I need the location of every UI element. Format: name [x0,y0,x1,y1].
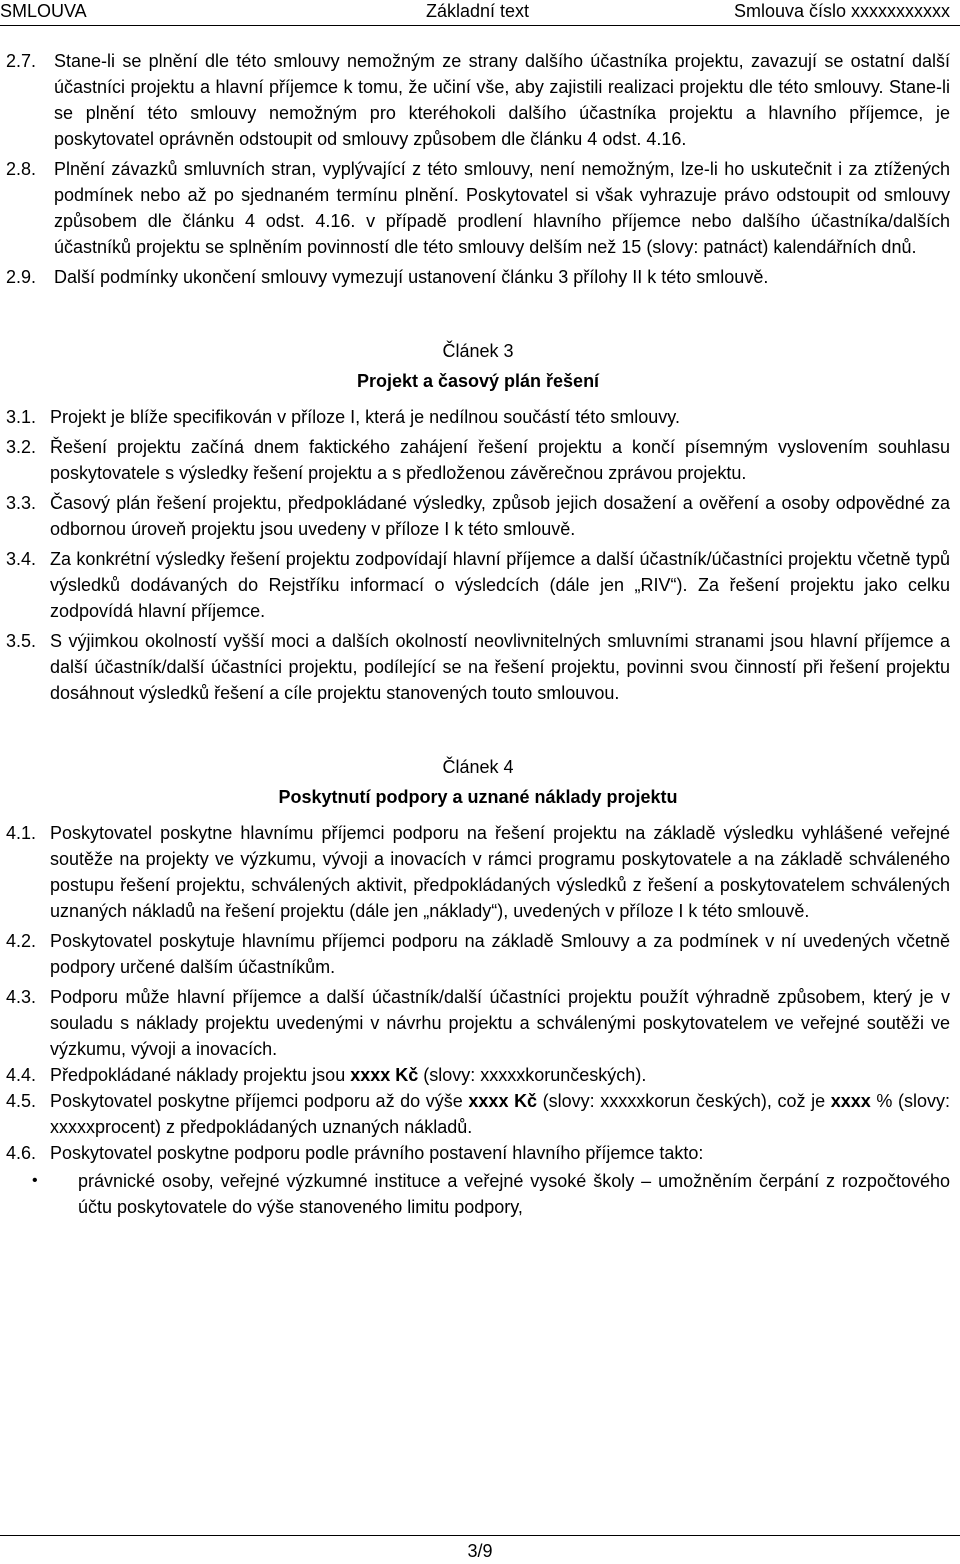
clause-text: Projekt je blíže specifikován v příloze I, která je nedílnou součástí této smlouvy. [50,407,680,427]
clause-3-4 [6,546,950,624]
clause-4-1 [6,820,950,924]
clause-text: Poskytovatel poskytne hlavnímu příjemci podporu na řešení projektu na základě výsledku vyhlášené veřejné soutěže na projekty ve výzkumu, vývoji a inovacích v rámci programu poskytovatele a na základě schváleného postupu řešení projektu, schválených aktivit, předpokládaných výsledků z řešení a poskytovatelem schválených uznaných nákladů na řešení projektu (dále jen „náklady“), uvedených v příloze I k této smlouvě. [50,823,950,921]
clause-text: Stane-li se plnění dle této smlouvy nemožným ze strany dalšího účastníka projektu, zavazují se ostatní další účastníci projektu a hlavní příjemce k tomu, že učiní vše, aby zajistili realizaci projektu dle této smlouvy. Stane-li se plnění této smlouvy nemožným pro kteréhokoli dalšího účastníka projektu a hlavního příjemce, je poskytovatel oprávněn odstoupit od smlouvy způsobem dle článku 4 odst. 4.16. [54,51,950,149]
header-document-type: SMLOUVA [0,1,87,21]
header-section: Základní text [426,1,530,21]
clause-text: Poskytovatel poskytuje hlavnímu příjemci podporu na základě Smlouvy a za podmínek v ní uvedených včetně podpory určené dalším účastníkům. [50,931,950,977]
clause-4-6 [6,1140,950,1166]
clause-3-3 [6,490,950,542]
currency-label: Kč [514,1091,538,1111]
clause-number: 4.3. [6,987,37,1007]
article-title: Projekt a časový plán řešení [356,371,600,391]
clause-number: 4.6. [6,1143,37,1163]
clause-2-8 [6,156,950,260]
clause-number: 3.1. [6,407,37,427]
clause-3-1 [6,404,950,430]
clause-text: Plnění závazků smluvních stran, vyplývající z této smlouvy, není nemožným, lze-li ho uskutečnit i za ztížených podmínek nebo až po sjednaném termínu plnění. Poskytovatel si však vyhrazuje právo odstoupit od smlouvy způsobem dle článku 4 odst. 4.16. v případě prodlení hlavního příjemce nebo dalšího účastníka/dalších účastníků projektu se splněním povinností dle této smlouvy delším než 15 (slovy: patnáct) kalendářních dnů. [54,159,950,257]
clause-number: 2.7. [6,51,37,71]
clause-number: 4.4. [6,1065,37,1085]
clause-text-part: (slovy: xxxxxkorun českých), což je [537,1091,831,1111]
header-contract-number: Smlouva číslo xxxxxxxxxxx [733,1,950,21]
clause-text [50,1062,950,1088]
clause-text-part: % (slovy: xxxxxprocent) z předpokládaných uznaných nákladů. [50,1091,951,1137]
clause-number: 4.2. [6,931,37,951]
document-body [6,48,950,1220]
clause-2-7 [6,48,950,152]
clause-number: 2.9. [6,267,37,287]
clause-number: 4.1. [6,823,37,843]
clause-text: Řešení projektu začíná dnem faktického zahájení řešení projektu a končí písemným vyslovením souhlasu poskytovatele s výsledky řešení projektu a s předloženou závěrečnou zprávou projektu. [50,437,950,483]
clause-4-5 [6,1088,950,1140]
page-header [0,0,960,24]
article-title: Poskytnutí podpory a uznané náklady projektu [278,787,678,807]
clause-text-part: Předpokládané náklady projektu jsou [50,1065,351,1085]
article-number: Článek 4 [442,757,514,777]
clause-text: S výjimkou okolností vyšší moci a dalších okolností neovlivnitelných smluvními stranami jsou hlavní příjemce a další účastník/další účastníci projektu, podílející se na řešení projektu, povinni svou činností při řešení projektu dosáhnout výsledků řešení a cíle projektu stanovených touto smlouvou. [50,631,950,703]
clause-number: 3.4. [6,549,37,569]
clause-text-part: Poskytovatel poskytne příjemci podporu až do výše [50,1091,469,1111]
article-3-heading [6,336,950,396]
support-amount: xxxx [468,1091,509,1111]
article-4-heading [6,752,950,812]
clause-text: Podporu může hlavní příjemce a další účastník/další účastníci projektu použít výhradně způsobem, který je v souladu s náklady projektu uvedenými v návrhu projektu a schválenými poskytovatelem ve veřejné soutěži ve výzkumu, vývoji a inovacích. [50,987,950,1059]
clause-text: Za konkrétní výsledky řešení projektu zodpovídají hlavní příjemce a další účastník/účastníci projektu včetně typů výsledků dodávaných do Rejstříku informací o výsledcích (dále jen „RIV“). Za řešení projektu jako celku zodpovídá hlavní příjemce. [50,549,950,621]
clause-text: Časový plán řešení projektu, předpokládané výsledky, způsob jejich dosažení a ověření a osoby odpovědné za odbornou úroveň projektu jsou uvedeny v příloze I k této smlouvě. [50,493,950,539]
clause-text-part: (slovy: xxxxxkorunčeských). [418,1065,647,1085]
clause-2-9 [6,264,950,290]
clause-number: 3.3. [6,493,37,513]
header-divider [0,25,960,26]
footer-divider [0,1535,960,1536]
list-item [6,1168,950,1220]
clause-3-5 [6,628,950,706]
clause-number: 3.2. [6,437,37,457]
clause-text: Další podmínky ukončení smlouvy vymezují ustanovení článku 3 přílohy II k této smlouvě. [54,267,769,287]
clause-text: Poskytovatel poskytne podporu podle právního postavení hlavního příjemce takto: [50,1143,704,1163]
clause-number: 2.8. [6,159,37,179]
article-number: Článek 3 [442,341,514,361]
clause-number: 3.5. [6,631,37,651]
clause-4-4 [6,1062,950,1088]
clause-4-3 [6,984,950,1062]
bullet-icon: • [32,1172,38,1189]
clause-number: 4.5. [6,1091,37,1111]
clause-3-2 [6,434,950,486]
clause-text [50,1088,950,1140]
list-item-text: právnické osoby, veřejné výzkumné instituce a veřejné vysoké školy – umožněním čerpání z rozpočtového účtu poskytovatele do výše stanoveného limitu podpory, [78,1171,950,1217]
support-percentage: xxxx [830,1091,871,1111]
clause-4-2 [6,928,950,980]
cost-amount: xxxx Kč [350,1065,419,1085]
page-number: 3/9 [467,1541,493,1561]
